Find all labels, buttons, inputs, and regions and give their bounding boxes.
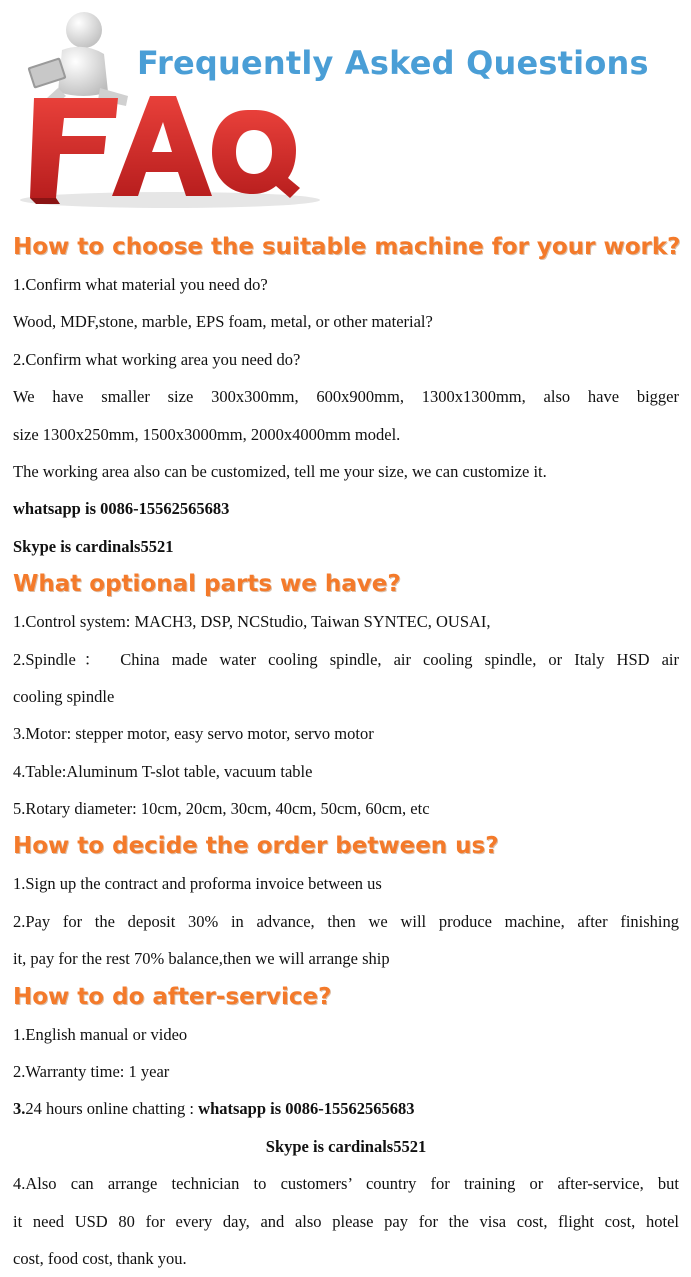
chat-text: 24 hours online chatting : bbox=[25, 1099, 199, 1119]
answer-line: 1.Control system: MACH3, DSP, NCStudio, Taiwan SYNTEC, OUSAI, bbox=[13, 612, 491, 632]
answer-line: cooling spindle bbox=[13, 686, 115, 706]
answer-line: 1.Sign up the contract and proforma invoice between us bbox=[13, 874, 382, 894]
answer-line: 2.Pay for the deposit 30% in advance, then we will produce machine, after finishing bbox=[13, 911, 679, 931]
answer-line: 2.Warranty time: 1 year bbox=[13, 1062, 170, 1082]
faq-header bbox=[0, 0, 691, 220]
skype-contact: Skype is cardinals5521 bbox=[13, 536, 174, 556]
answer-line: 3.Motor: stepper motor, easy servo motor, servo motor bbox=[13, 724, 374, 744]
question-heading: How to do after-service? bbox=[13, 983, 332, 1010]
question-heading: How to decide the order between us? bbox=[13, 833, 499, 860]
faq-content bbox=[13, 228, 679, 1277]
faq-3d-logo bbox=[0, 0, 330, 215]
answer-line: We have smaller size 300x300mm, 600x900mm, 1300x1300mm, also have bigger bbox=[13, 387, 679, 407]
answer-line: 2.Spindle： China made water cooling spindle, air cooling spindle, or Italy HSD air bbox=[13, 649, 679, 669]
skype-contact: Skype is cardinals5521 bbox=[265, 1136, 427, 1156]
faq-section-order bbox=[13, 827, 679, 977]
whatsapp-contact: whatsapp is 0086-15562565683 bbox=[13, 499, 230, 519]
answer-line: The working area also can be customized, tell me your size, we can customize it. bbox=[13, 461, 547, 481]
faq-letters bbox=[30, 96, 300, 204]
answer-line: Wood, MDF,stone, marble, EPS foam, metal, or other material? bbox=[13, 312, 433, 332]
faq-section-service bbox=[13, 978, 679, 1277]
answer-line: 1.Confirm what material you need do? bbox=[13, 275, 268, 294]
whatsapp-contact: whatsapp is 0086-15562565683 bbox=[198, 1099, 415, 1119]
answer-line: it, pay for the rest 70% balance,then we will arrange ship bbox=[13, 949, 390, 969]
answer-line: it need USD 80 for every day, and also please pay for the visa cost, flight cost, hotel bbox=[13, 1211, 679, 1231]
page-title: Frequently Asked Questions bbox=[137, 44, 649, 82]
answer-line: size 1300x250mm, 1500x3000mm, 2000x4000mm model. bbox=[13, 424, 401, 444]
answer-line: 4.Table:Aluminum T-slot table, vacuum table bbox=[13, 761, 313, 781]
answer-line: cost, food cost, thank you. bbox=[13, 1248, 187, 1268]
answer-line bbox=[13, 1090, 679, 1127]
answer-line: 1.English manual or video bbox=[13, 1024, 188, 1044]
item-number: 3. bbox=[13, 1099, 26, 1119]
faq-section-parts bbox=[13, 565, 679, 827]
answer-line: 4.Also can arrange technician to customers’ country for training or after-service, but bbox=[13, 1174, 679, 1194]
question-heading: What optional parts we have? bbox=[13, 571, 401, 598]
answer-line: 2.Confirm what working area you need do? bbox=[13, 349, 301, 369]
faq-section-choose bbox=[13, 228, 679, 565]
answer-line: 5.Rotary diameter: 10cm, 20cm, 30cm, 40cm, 50cm, 60cm, etc bbox=[13, 799, 430, 819]
question-heading: How to choose the suitable machine for your work? bbox=[13, 234, 681, 260]
